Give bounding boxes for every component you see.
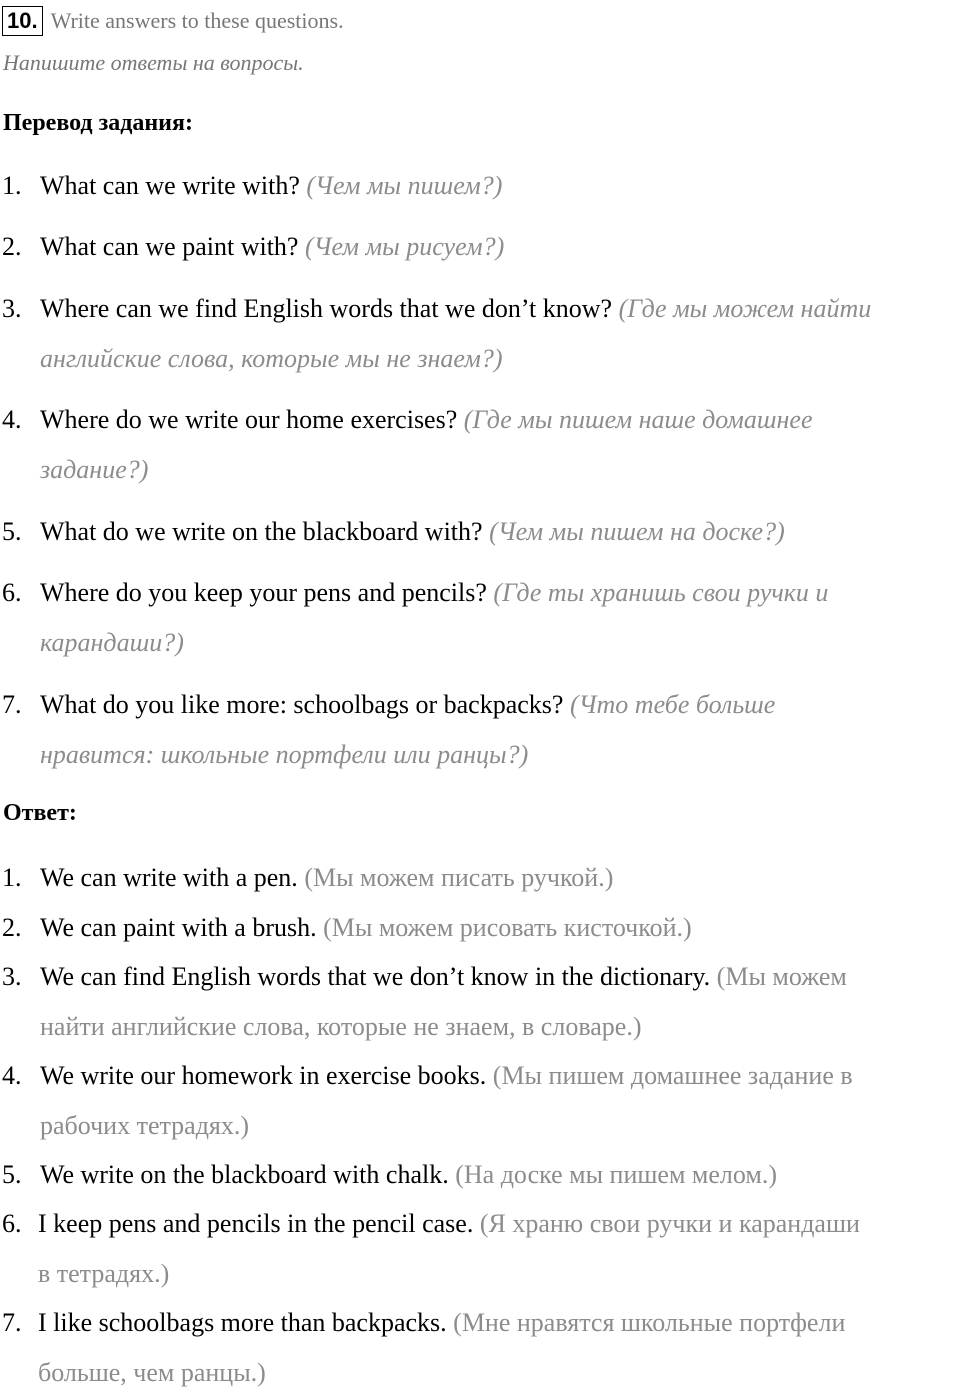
- question-translation-continued: [40, 445, 148, 495]
- question-line: [40, 222, 504, 272]
- answer-line: [38, 1298, 845, 1348]
- question-text: What do we write on the blackboard with?: [40, 517, 483, 546]
- exercise-subtitle: Напишите ответы на вопросы.: [3, 50, 304, 75]
- answer-translation: (Мне нравятся школьные портфели: [453, 1308, 846, 1337]
- answer-translation: (Мы можем писать ручкой.): [304, 863, 614, 892]
- answer-translation-line2: рабочих тетрадях.): [40, 1111, 250, 1140]
- answer-translation: (Мы можем: [716, 962, 847, 991]
- answer-number: 2.: [2, 913, 22, 942]
- answer-text: We can write with a pen.: [40, 863, 298, 892]
- answer-translation: (Мы пишем домашнее задание в: [492, 1061, 853, 1090]
- question-number: 5.: [2, 517, 22, 546]
- answer-text: We can paint with a brush.: [40, 913, 317, 942]
- answer-translation-continued: [40, 1101, 249, 1151]
- answer-text: I like schoolbags more than backpacks.: [38, 1308, 447, 1337]
- question-number: 6.: [2, 578, 22, 607]
- answer-number: 5.: [2, 1160, 22, 1189]
- question-translation: (Чем мы рисуем?): [304, 232, 505, 261]
- answer-translation-continued: [38, 1249, 169, 1299]
- question-text: Where can we find English words that we don’t know?: [40, 294, 613, 323]
- question-number: 4.: [2, 405, 22, 434]
- answer-text: We write our homework in exercise books.: [40, 1061, 487, 1090]
- question-text: What can we write with?: [40, 171, 300, 200]
- answer-text: We can find English words that we don’t know in the dictionary.: [40, 962, 711, 991]
- question-line: [40, 395, 813, 445]
- question-text: Where do we write our home exercises?: [40, 405, 458, 434]
- exercise-number: 10.: [2, 6, 43, 36]
- answer-translation: (Мы можем рисовать кисточкой.): [323, 913, 692, 942]
- question-translation-line2: английские слова, которые мы не знаем?): [40, 344, 503, 373]
- answer-number: 4.: [2, 1061, 22, 1090]
- question-translation-continued: [40, 334, 503, 384]
- answer-number: 7.: [2, 1308, 22, 1337]
- answer-line: [40, 952, 847, 1002]
- question-translation: (Где мы пишем наше домашнее: [463, 405, 813, 434]
- answer-translation-line2: в тетрадях.): [38, 1259, 170, 1288]
- question-line: [40, 161, 502, 211]
- question-translation: (Где мы можем найти: [618, 294, 872, 323]
- question-translation: (Чем мы пишем?): [306, 171, 503, 200]
- question-number: 1.: [2, 171, 22, 200]
- answer-line: [40, 903, 692, 953]
- question-line: [40, 284, 871, 334]
- answer-translation-continued: [38, 1348, 266, 1398]
- question-number: 3.: [2, 294, 22, 323]
- question-text: What do you like more: schoolbags or backpacks?: [40, 690, 564, 719]
- answer-text: I keep pens and pencils in the pencil case.: [38, 1209, 474, 1238]
- answer-translation: (На доске мы пишем мелом.): [455, 1160, 777, 1189]
- question-translation-line2: карандаши?): [40, 628, 184, 657]
- question-line: [40, 568, 828, 618]
- answer-line: [40, 1150, 777, 1200]
- answer-number: 3.: [2, 962, 22, 991]
- answer-line: [40, 853, 613, 903]
- answer-number: 6.: [2, 1209, 22, 1238]
- translation-heading: Перевод задания:: [3, 110, 193, 136]
- question-number: 7.: [2, 690, 22, 719]
- answer-line: [40, 1051, 853, 1101]
- answer-number: 1.: [2, 863, 22, 892]
- exercise-header: [2, 2, 344, 40]
- question-translation-continued: [40, 618, 184, 668]
- question-translation-line2: задание?): [40, 455, 149, 484]
- question-text: Where do you keep your pens and pencils?: [40, 578, 487, 607]
- answer-line: [38, 1199, 860, 1249]
- question-translation: (Что тебе больше: [569, 690, 776, 719]
- answer-translation-continued: [40, 1002, 642, 1052]
- answer-translation-line2: больше, чем ранцы.): [38, 1358, 266, 1387]
- answer-text: We write on the blackboard with chalk.: [40, 1160, 449, 1189]
- question-line: [40, 680, 775, 730]
- question-line: [40, 507, 785, 557]
- answer-translation: (Я храню свои ручки и карандаши: [479, 1209, 860, 1238]
- answer-translation-line2: найти английские слова, которые не знаем, в словаре.): [40, 1012, 642, 1041]
- question-translation: (Чем мы пишем на доске?): [489, 517, 785, 546]
- question-translation-continued: [40, 730, 528, 780]
- question-text: What can we paint with?: [40, 232, 299, 261]
- question-translation-line2: нравится: школьные портфели или ранцы?): [40, 740, 529, 769]
- answer-heading: Ответ:: [3, 800, 77, 826]
- question-number: 2.: [2, 232, 22, 261]
- question-translation: (Где ты хранишь свои ручки и: [493, 578, 829, 607]
- exercise-title: Write answers to these questions.: [50, 8, 344, 33]
